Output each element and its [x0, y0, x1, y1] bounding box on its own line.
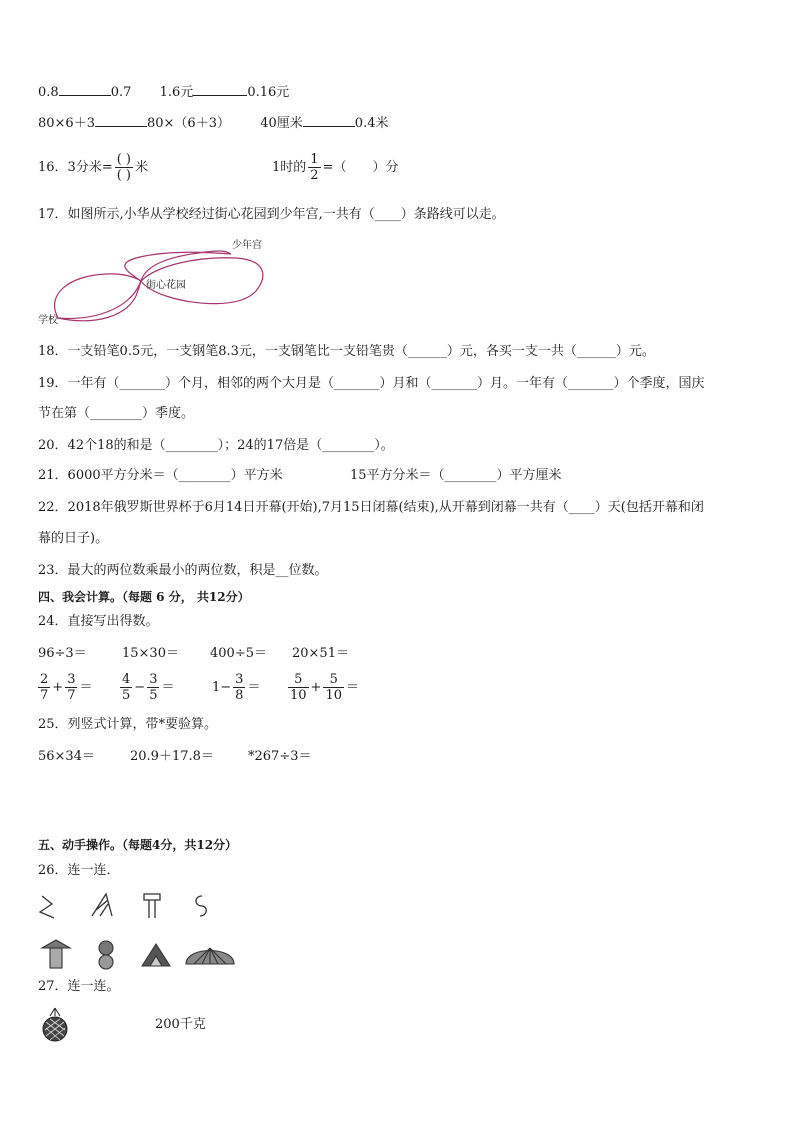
question-21b: 15平方分米＝（________）平方厘米: [350, 468, 562, 483]
house-shape-icon[interactable]: [42, 940, 70, 948]
question-19-line1: 19．一年有（_______）个月，相邻的两个大月是（_______）月和（_______）月。一年有（_______）个季度，国庆: [38, 376, 705, 391]
q24-item: 400÷5＝: [210, 646, 267, 661]
answer-blank[interactable]: [193, 83, 247, 96]
umbrella-part-icon[interactable]: [92, 894, 112, 916]
fraction: $\frac{1}{2}$: [310, 152, 319, 183]
q24-item: 15×30＝: [122, 646, 179, 661]
q24-fraction-expr: 1− $\frac{3}{8}$ ＝: [212, 672, 261, 703]
snowman-head-icon[interactable]: [99, 941, 113, 955]
curve-piece-icon[interactable]: [196, 896, 206, 916]
weight-label: 200千克: [155, 1017, 206, 1032]
question-24-title: 24．直接写出得数。: [38, 614, 159, 629]
q24-item: 20×51＝: [292, 646, 349, 661]
q24-item: 96÷3＝: [38, 646, 87, 661]
question-16: 16．3分米= $\frac{( )}{( )}$ 米: [38, 152, 149, 183]
q24-fraction-expr: $\frac{2}{7}$ + $\frac{3}{7}$ ＝: [40, 672, 93, 703]
q26-pieces-row: [36, 890, 216, 924]
question-16-part2: 1时的 $\frac{1}{2}$ =（ ）分: [272, 152, 399, 183]
label-palace: 少年宫: [232, 240, 262, 251]
section-4-title: 四、我会计算。（每题 6 分， 共12分）: [38, 590, 250, 604]
q26-shapes-row: [36, 938, 246, 972]
answer-blank[interactable]: [59, 83, 111, 96]
compare-line-b: 80×6＋3 80×（6＋3） 40厘米 0.4米: [38, 116, 389, 131]
question-20: 20．42个18的和是（________）；24的17倍是（________）。: [38, 438, 394, 453]
question-18: 18．一支铅笔0.5元，一支钢笔8.3元，一支钢笔比一支铅笔贵（______）元，各买一支一共（______）元。: [38, 344, 655, 359]
section-5-title: 五、动手操作。（每题4分，共12分）: [38, 838, 238, 852]
question-25-title: 25．列竖式计算，带*要验算。: [38, 717, 218, 732]
label-school: 学校: [38, 315, 58, 326]
question-19-line2: 节在第（________）季度。: [38, 406, 195, 421]
q25-item: 56×34＝: [38, 749, 95, 764]
compare-line-a: 0.8 0.7 1.6元 0.16元: [38, 85, 290, 100]
question-23: 23．最大的两位数乘最小的两位数，积是__位数。: [38, 563, 328, 578]
t-shape-piece-icon[interactable]: [144, 894, 160, 918]
label-garden: 街心花园: [146, 280, 186, 291]
q24-fraction-expr: $\frac{4}{5}$ − $\frac{3}{5}$ ＝: [122, 672, 175, 703]
fraction: $\frac{( )}{( )}$: [116, 152, 131, 183]
question-21a: 21．6000平方分米＝（________）平方米: [38, 468, 283, 483]
q25-item: *267÷3＝: [248, 749, 312, 764]
snowman-body-icon: [99, 955, 113, 969]
answer-blank[interactable]: [303, 114, 355, 127]
q24-fraction-expr: $\frac{5}{10}$ + $\frac{5}{10}$ ＝: [290, 672, 360, 703]
route-path: [55, 274, 141, 318]
q25-item: 20.9＋17.8＝: [130, 749, 214, 764]
question-17: 17．如图所示,小华从学校经过街心花园到少年宫,一共有（____）条路线可以走。: [38, 207, 505, 222]
question-26-title: 26．连一连．: [38, 863, 120, 878]
zigzag-piece-icon[interactable]: [40, 896, 54, 918]
pineapple-icon[interactable]: [38, 1006, 72, 1042]
question-27-title: 27．连一连。: [38, 979, 120, 994]
house-body-icon: [50, 948, 62, 968]
question-22-line2: 幕的日子)。: [38, 531, 109, 546]
answer-blank[interactable]: [95, 114, 147, 127]
question-22-line1: 22．2018年俄罗斯世界杯于6月14日开幕(开始),7月15日闭幕(结束),从开幕到闭幕一共有（____）天(包括开幕和闭: [38, 500, 704, 515]
